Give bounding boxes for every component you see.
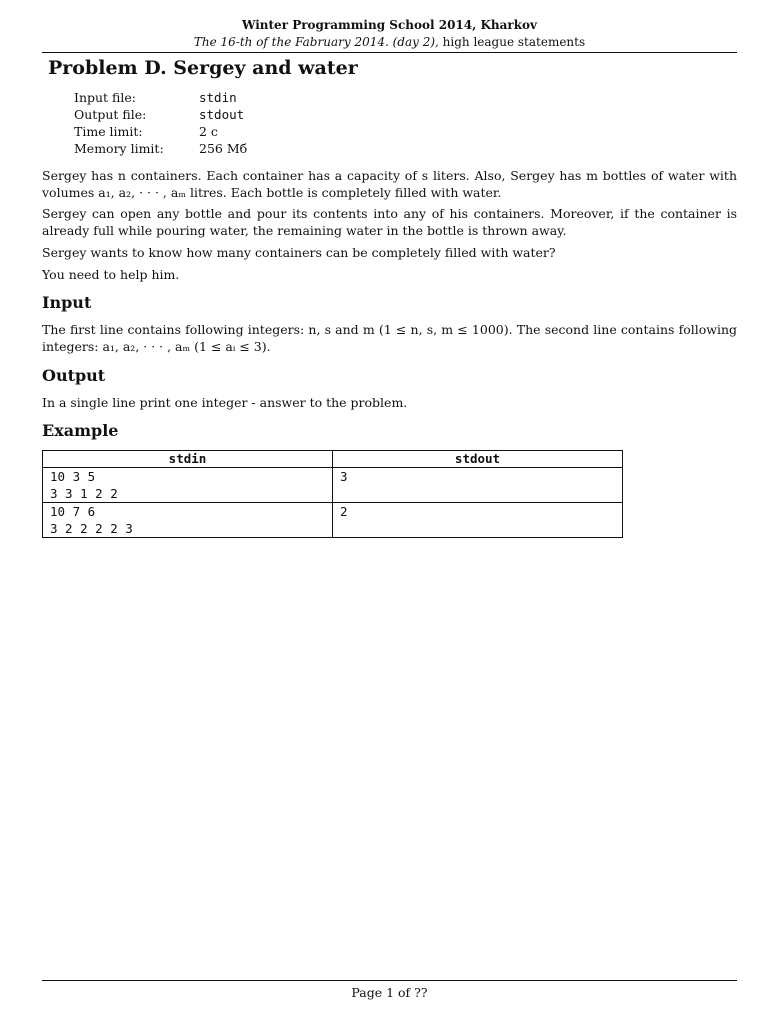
example-output: 3 xyxy=(333,468,623,503)
meta-value: stdin xyxy=(199,90,237,105)
contest-date: The 16-th of the Fabruary 2014. (day 2), xyxy=(193,35,439,49)
example-heading: Example xyxy=(42,421,119,440)
table-row xyxy=(43,503,623,538)
output-description: In a single line print one integer - answer to the problem. xyxy=(42,395,408,410)
footer-rule xyxy=(42,980,737,981)
column-header-stdout: stdout xyxy=(333,451,623,468)
column-header-stdin: stdin xyxy=(43,451,333,468)
problem-title: Problem D. Sergey and water xyxy=(48,57,358,79)
meta-key: Input file: xyxy=(74,90,136,105)
meta-key: Time limit: xyxy=(74,124,143,139)
example-table xyxy=(42,450,623,538)
contest-subtitle xyxy=(42,34,737,51)
input-heading: Input xyxy=(42,293,92,312)
meta-row-time xyxy=(74,123,247,140)
page-number: Page 1 of ?? xyxy=(351,985,428,1000)
example-input: 10 7 6 3 2 2 2 2 3 xyxy=(43,503,333,538)
meta-value: 2 с xyxy=(199,124,218,139)
meta-value: stdout xyxy=(199,107,245,122)
meta-value: 256 Мб xyxy=(199,141,248,156)
meta-key: Memory limit: xyxy=(74,141,164,156)
statement-paragraph: You need to help him. xyxy=(42,267,180,282)
meta-key: Output file: xyxy=(74,107,147,122)
contest-title: Winter Programming School 2014, Kharkov xyxy=(241,18,538,32)
example-input: 10 3 5 3 3 1 2 2 xyxy=(43,468,333,503)
contest-league: high league statements xyxy=(438,35,586,49)
input-description: The first line contains following integers: n, s and m (1 ≤ n, s, m ≤ 1000). The second line contains following integers: a₁, a₂, · · · , aₘ (1 ≤ aᵢ ≤ 3). xyxy=(42,322,737,354)
table-row xyxy=(43,468,623,503)
output-heading: Output xyxy=(42,366,106,385)
problem-meta xyxy=(74,89,247,157)
header-rule xyxy=(42,52,737,53)
meta-row-memory xyxy=(74,140,247,157)
statement-paragraph: Sergey has n containers. Each container has a capacity of s liters. Also, Sergey has m bottles of water with volumes a₁, a₂, · · · , aₘ litres. Each bottle is completely filled with water. xyxy=(42,168,737,200)
statement-paragraph: Sergey can open any bottle and pour its contents into any of his containers. Moreover, if the container is already full while pouring water, the remaining water in the bottle is thrown away. xyxy=(42,206,737,238)
statement-paragraph: Sergey wants to know how many containers can be completely filled with water? xyxy=(42,245,556,260)
example-output: 2 xyxy=(333,503,623,538)
table-header-row xyxy=(43,451,623,468)
meta-row-output xyxy=(74,106,247,123)
page xyxy=(42,0,737,1024)
meta-row-input xyxy=(74,89,247,106)
